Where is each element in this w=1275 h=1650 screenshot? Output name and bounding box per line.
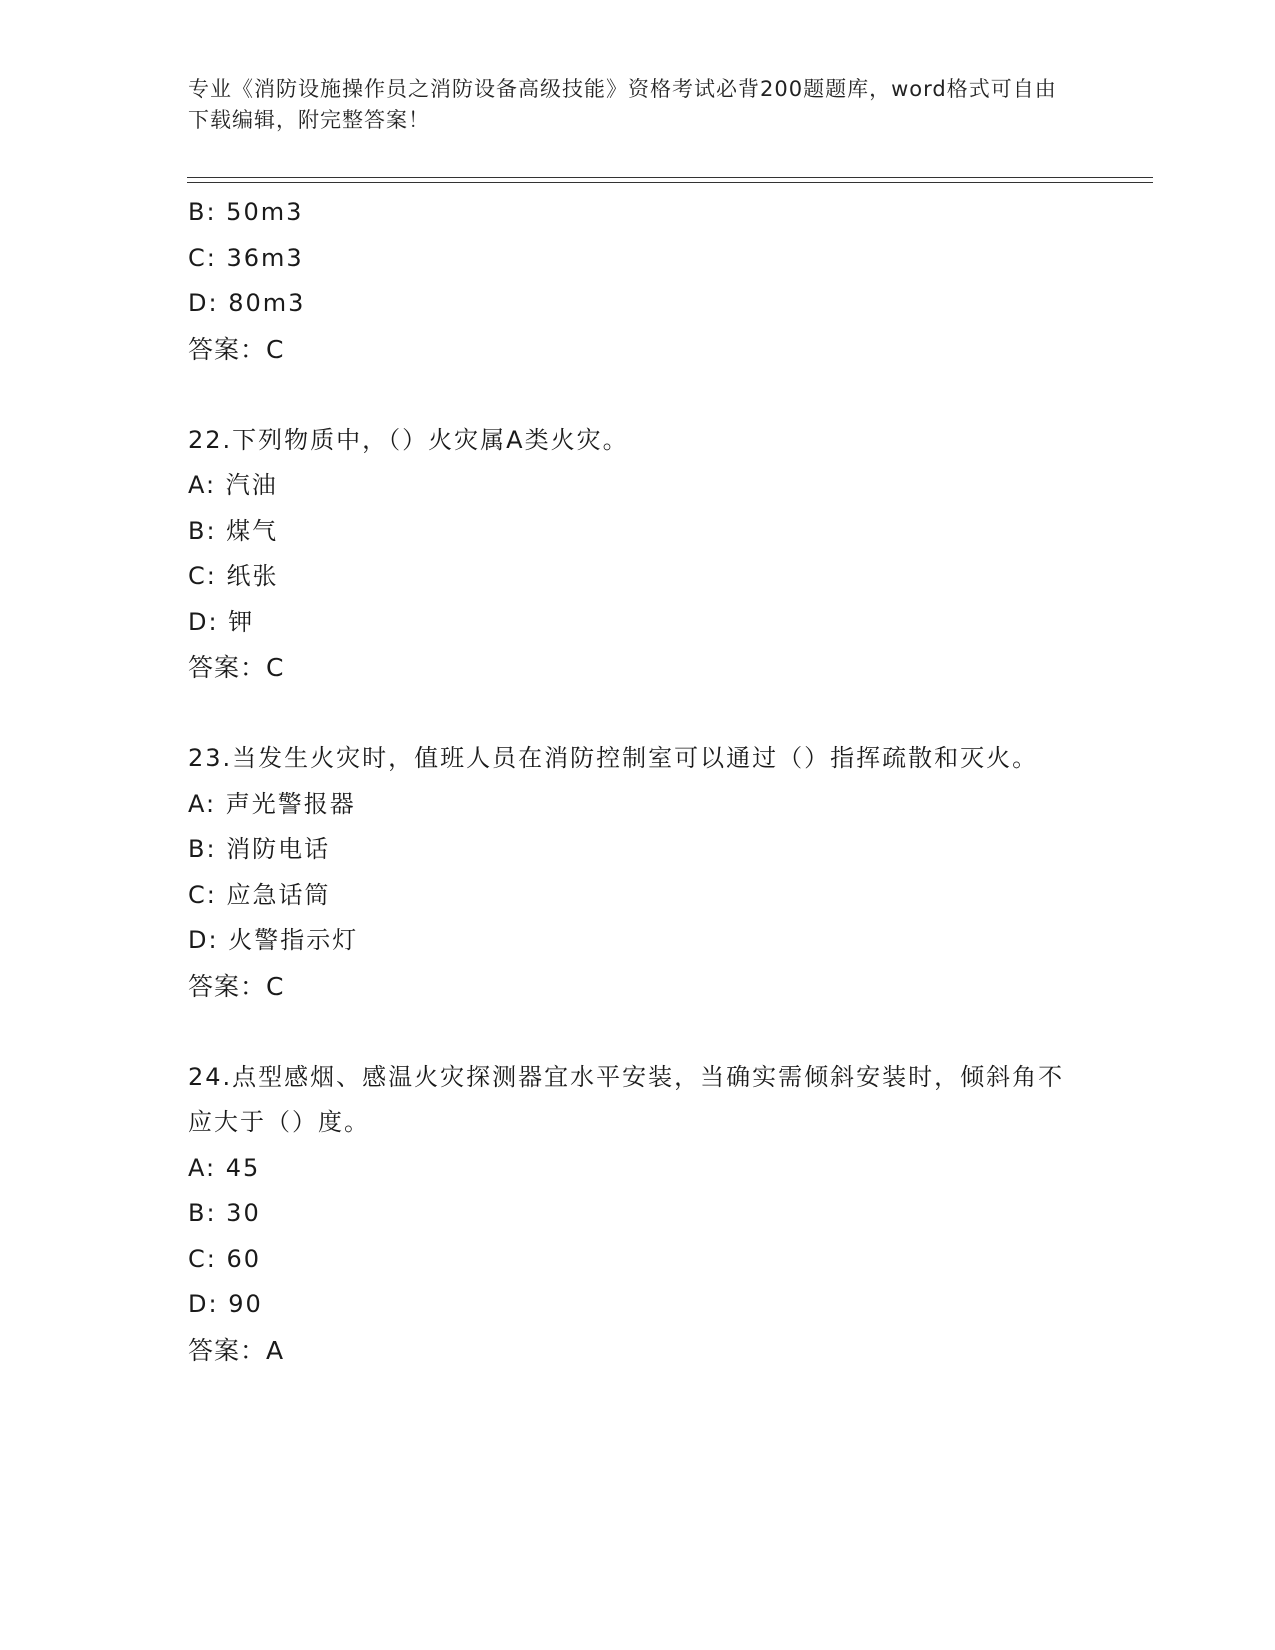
option-c: C: 36m3	[188, 243, 304, 272]
option-a: A: 汽油	[188, 471, 278, 499]
question-stem: 24.点型感烟、感温火灾探测器宜水平安装，当确实需倾斜安装时，倾斜角不应大于（）度。	[188, 1062, 1065, 1136]
question-stem: 22.下列物质中，（）火灾属A类火灾。	[188, 425, 629, 454]
option-d: D: 火警指示灯	[188, 926, 359, 954]
question-22	[188, 418, 1088, 691]
option-d: D: 钾	[188, 607, 255, 636]
option-a: A: 声光警报器	[188, 789, 356, 818]
option-b: B: 消防电话	[188, 835, 331, 863]
header-divider-top	[187, 177, 1153, 178]
answer-line: 答案：C	[188, 971, 285, 1001]
document-header: 专业《消防设施操作员之消防设备高级技能》资格考试必背200题题库，word格式可自由下载编辑，附完整答案！	[188, 77, 1057, 132]
question-list	[188, 190, 1088, 1373]
option-d: D: 90	[188, 1290, 263, 1318]
question-stem: 23.当发生火灾时，值班人员在消防控制室可以通过（）指挥疏散和灭火。	[188, 744, 1039, 772]
option-b: B: 50m3	[188, 198, 304, 226]
answer-line: 答案：A	[188, 1335, 285, 1365]
option-c: C: 60	[188, 1244, 262, 1273]
option-b: B: 煤气	[188, 516, 279, 545]
option-b: B: 30	[188, 1199, 261, 1227]
question-23	[188, 736, 1088, 1009]
option-c: C: 应急话筒	[188, 880, 331, 909]
option-d: D: 80m3	[188, 289, 306, 317]
previous-question-tail	[188, 190, 1088, 372]
answer-line: 答案：C	[188, 334, 285, 364]
header-divider-bottom	[187, 182, 1153, 183]
answer-line: 答案：C	[188, 653, 285, 682]
option-c: C: 纸张	[188, 562, 279, 590]
question-24	[188, 1055, 1088, 1374]
option-a: A: 45	[188, 1153, 261, 1182]
